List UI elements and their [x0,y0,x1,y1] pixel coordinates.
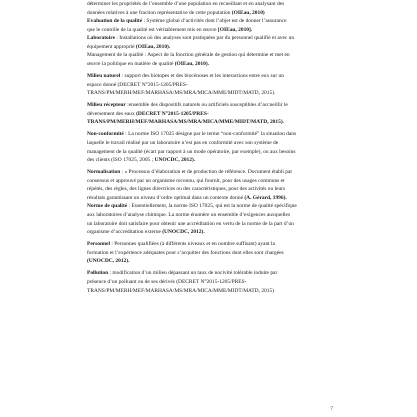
text-line [87,60,330,69]
text-line [87,51,330,60]
text-line [87,249,330,258]
text-line [87,118,330,127]
text-line [87,34,330,43]
text-line [87,278,330,287]
line-text: TRANS/PM/MERH/MEF/MARHASA/MS/MRA/MICA/MME/MIDT/MATD, 2015). [87,90,276,97]
line-text: déterminer les propriétés de l’ensemble d’une population en recueillant et en analysant des [87,1,285,7]
text-line [87,43,330,52]
text-line [87,220,330,229]
citation: (OIEau, 2010) [231,9,265,16]
line-text: : « Processus d’élaboration et de production de référence. Document établi par [120,169,293,176]
text-line [87,0,330,9]
text-line [87,148,330,157]
text-line [87,81,330,90]
text-line [87,110,330,119]
citation: UNOCDC, 2012). [154,157,196,164]
document-body [87,0,330,295]
term-heading: Non-conformité [87,131,124,138]
text-line [87,156,330,165]
line-text: laquelle le travail réalisé par un laboratoire n’est pas en conformité avec son système de [87,139,279,146]
line-text: TRANS/PM/MERH/MEF/MARHASA/MS/MRA/MICA/MME/MIDT/MATD, 2015) [87,287,275,294]
text-line [87,17,330,26]
text-line [87,287,330,296]
text-line [87,89,330,98]
text-line [87,211,330,220]
citation: (A. Gérard, 1996). [244,194,287,201]
text-line [87,240,330,249]
line-text: : Système global d’activités dont l’objet est de donner l’assurance [142,18,287,25]
line-text: management de la qualité (écart par rapport à un mode opératoire, par exemple), ou aux besoins [87,148,296,155]
citation: (UNOCDC, 2012). [87,258,130,265]
line-text: des clients (ISO 17025, 2005 ; [87,157,155,164]
line-text: :ensemble des dispositifs naturels ou artificiels susceptibles d’accueillir le [125,102,288,109]
line-text: données relatives à une fraction représentative de cette population [87,9,232,16]
citation: (OIEau, 2010). [135,43,171,50]
line-text: équipement approprié [87,43,136,50]
line-text: que le contrôle de la qualité est véritablement mis en œuvre [87,26,218,33]
term-heading: Milieu naturel [87,72,121,79]
line-text: résultats garantissant un niveau d’ordre optimal dans un contexte donné [87,194,245,201]
text-line [87,72,330,81]
text-line [87,101,330,110]
line-text: présence d’un polluant ou de ses dérivés (DECRET N°2015-1205/PRES- [87,278,247,285]
line-text: organisme d’accréditation externe [87,229,163,236]
citation: (OIEau, 2010). [174,60,210,67]
text-line [87,269,330,278]
line-text: : Installations où des analyses sont pratiquées par du personnel qualifié et avec un [115,35,295,42]
line-text: : Essentiellement, la norme ISO 17025, qui est la norme de qualité spécifique [127,203,297,210]
term-heading: Norme de qualité [87,203,128,210]
text-line [87,9,330,18]
line-text: : support des biotopes et des biocénoses et les interactions entre eux sur un [120,72,284,79]
line-text: un laboratoire doit satisfaire pour obtenir une accréditation en vertu de la norme de la part d’un [87,220,294,227]
term-heading: Normalisation [87,169,121,176]
line-text: œuvre la politique en matière de qualité [87,60,175,67]
line-text: répétés, des règles, des lignes directrices ou des caractéristiques, pour des activités ou leurs [87,186,286,193]
text-line [87,257,330,266]
text-line [87,26,330,35]
line-text: déversement des eaux [87,110,137,117]
text-line [87,139,330,148]
line-text: : La norme ISO 17025 désigne par le terme “non-conformité” la situation dans [123,131,297,138]
text-line [87,185,330,194]
text-line [87,130,330,139]
term-heading: Laboratoire [87,35,115,42]
line-text: consensus et approuvé par un organisme reconnu, qui fournit, pour des usages communs et [87,177,285,184]
citation: [OIEau, 2010]. [217,26,253,33]
line-text: aux laboratoires d’analyse chimique. La norme énumère un ensemble d’exigences auxquelles [87,211,291,218]
term-heading: Personnel [87,241,110,248]
text-line [87,194,330,203]
line-text: Management de la qualité : Aspect de la fonction générale de gestion qui détermine et met en [87,52,290,59]
text-line [87,168,330,177]
page-number: 7 [330,406,333,412]
citation: (UNOCDC, 2012). [162,229,205,236]
term-heading: Pollution [87,270,109,277]
text-line [87,228,330,237]
text-line [87,202,330,211]
term-heading: Milieu récepteur [87,102,126,109]
citation: (DECRET N°2015-1205/PRES- [136,110,209,117]
citation: TRANS/PM/MERH/MEF/MARHASA/MS/MRA/MICA/MME/MIDT/MATD, 2015). [87,119,284,126]
line-text: espace donné (DECRET N°2015-1205/PRES- [87,81,188,88]
line-text: : modification d’un milieu dépassant un taux de nocivité tolérable induite par [108,270,278,277]
line-text: formation et l’expérience adéquates pour s’acquitter des fonctions dont elles sont chargées [87,249,284,256]
term-heading: Evaluation de la qualité [87,18,143,25]
line-text: : Personnes qualifiées (à différents niveaux et en nombre suffisant) ayant la [109,241,275,248]
text-line [87,177,330,186]
